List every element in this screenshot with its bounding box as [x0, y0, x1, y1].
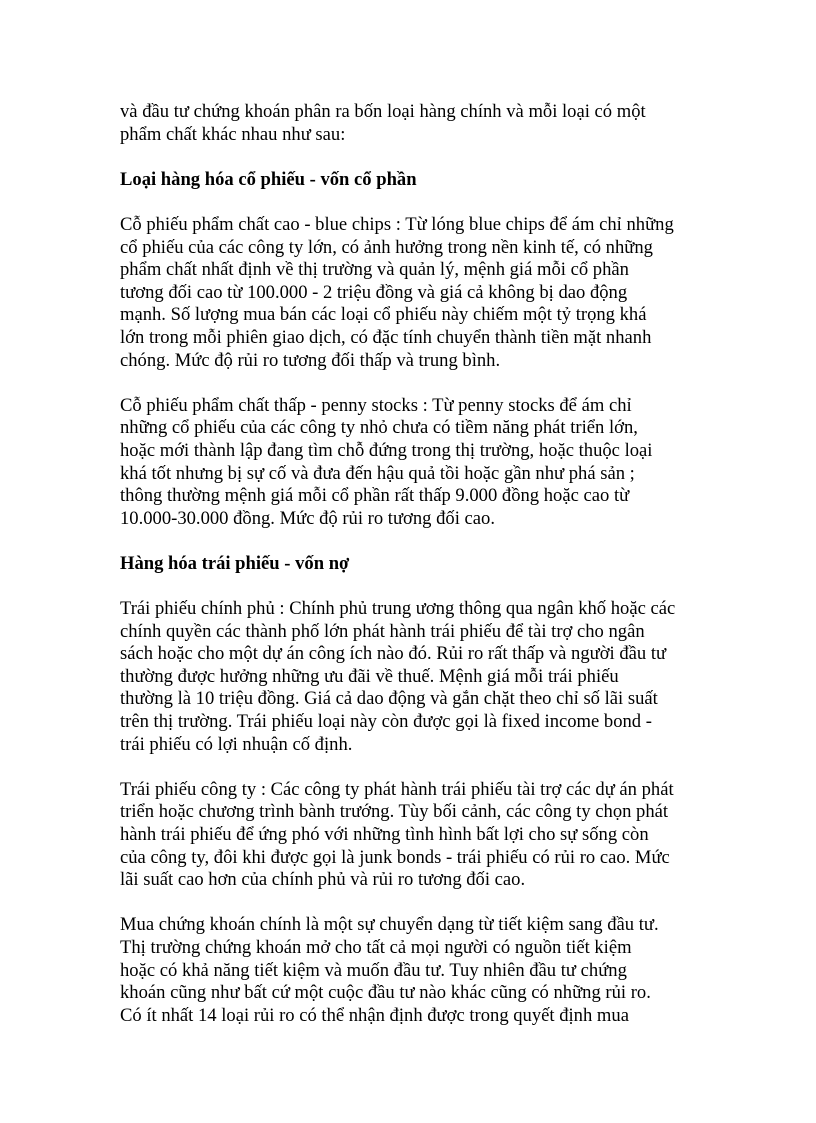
intro-paragraph: và đầu tư chứng khoán phân ra bốn loại hàng chính và mỗi loại có một phẩm chất khác nhau như sau: [120, 101, 646, 145]
stocks-section-heading: Loại hàng hóa cổ phiếu - vốn cổ phần [120, 168, 417, 190]
bonds-section-heading: Hàng hóa trái phiếu - vốn nợ [120, 552, 350, 574]
closing-paragraph: Mua chứng khoán chính là một sự chuyển dạng từ tiết kiệm sang đầu tư. Thị trường chứng khoán mở cho tất cả mọi người có nguồn tiết kiệm hoặc có khả năng tiết kiệm và muốn đầu tư. Tuy nhiên đầu tư chứng khoán cũng như bất cứ một cuộc đầu tư nào khác cũng có những rủi ro. Có ít nhất 14 loại rủi ro có thể nhận định được trong quyết định mua [120, 914, 659, 1026]
government-bonds-paragraph: Trái phiếu chính phủ : Chính phủ trung ương thông qua ngân khố hoặc các chính quyền các thành phố lớn phát hành trái phiếu để tài trợ cho ngân sách hoặc cho một dự án công ích nào đó. Rủi ro rất thấp và người đầu tư thường được hưởng những ưu đãi về thuế. Mệnh giá mỗi trái phiếu thường là 10 triệu đồng. Giá cả dao động và gắn chặt theo chỉ số lãi suất trên thị trường. Trái phiếu loại này còn được gọi là fixed income bond - trái phiếu có lợi nhuận cố định. [120, 598, 676, 755]
corporate-bonds-paragraph: Trái phiếu công ty : Các công ty phát hành trái phiếu tài trợ các dự án phát triển hoặc chương trình bành trướng. Tùy bối cảnh, các công ty chọn phát hành trái phiếu để ứng phó với những tình hình bất lợi cho sự sống còn của công ty, đôi khi được gọi là junk bonds - trái phiếu có rủi ro cao. Mức lãi suất cao hơn của chính phủ và rủi ro tương đối cao. [120, 778, 674, 891]
blue-chips-paragraph: Cỗ phiếu phẩm chất cao - blue chips : Từ lóng blue chips để ám chỉ những cổ phiếu của các công ty lớn, có ảnh hưởng trong nền kinh tế, có những phẩm chất nhất định về thị trường và quản lý, mệnh giá mỗi cổ phần tương đối cao từ 100.000 - 2 triệu đồng và giá cả không bị dao động mạnh. Số lượng mua bán các loại cổ phiếu này chiếm một tỷ trọng khá lớn trong mỗi phiên giao dịch, có đặc tính chuyển thành tiền mặt nhanh chóng. Mức độ rủi ro tương đối thấp và trung bình. [120, 213, 674, 371]
document-page [120, 101, 700, 1027]
penny-stocks-paragraph: Cỗ phiếu phẩm chất thấp - penny stocks : Từ penny stocks để ám chỉ những cổ phiếu của các công ty nhỏ chưa có tiềm năng phát triển lớn, hoặc mới thành lập đang tìm chỗ đứng trong thị trường, hoặc thuộc loại khá tốt nhưng bị sự cố và đưa đến hậu quả tồi hoặc gần như phá sản ; thông thường mệnh giá mỗi cổ phần rất thấp 9.000 đồng hoặc cao từ 10.000-30.000 đồng. Mức độ rủi ro tương đối cao. [120, 394, 653, 529]
